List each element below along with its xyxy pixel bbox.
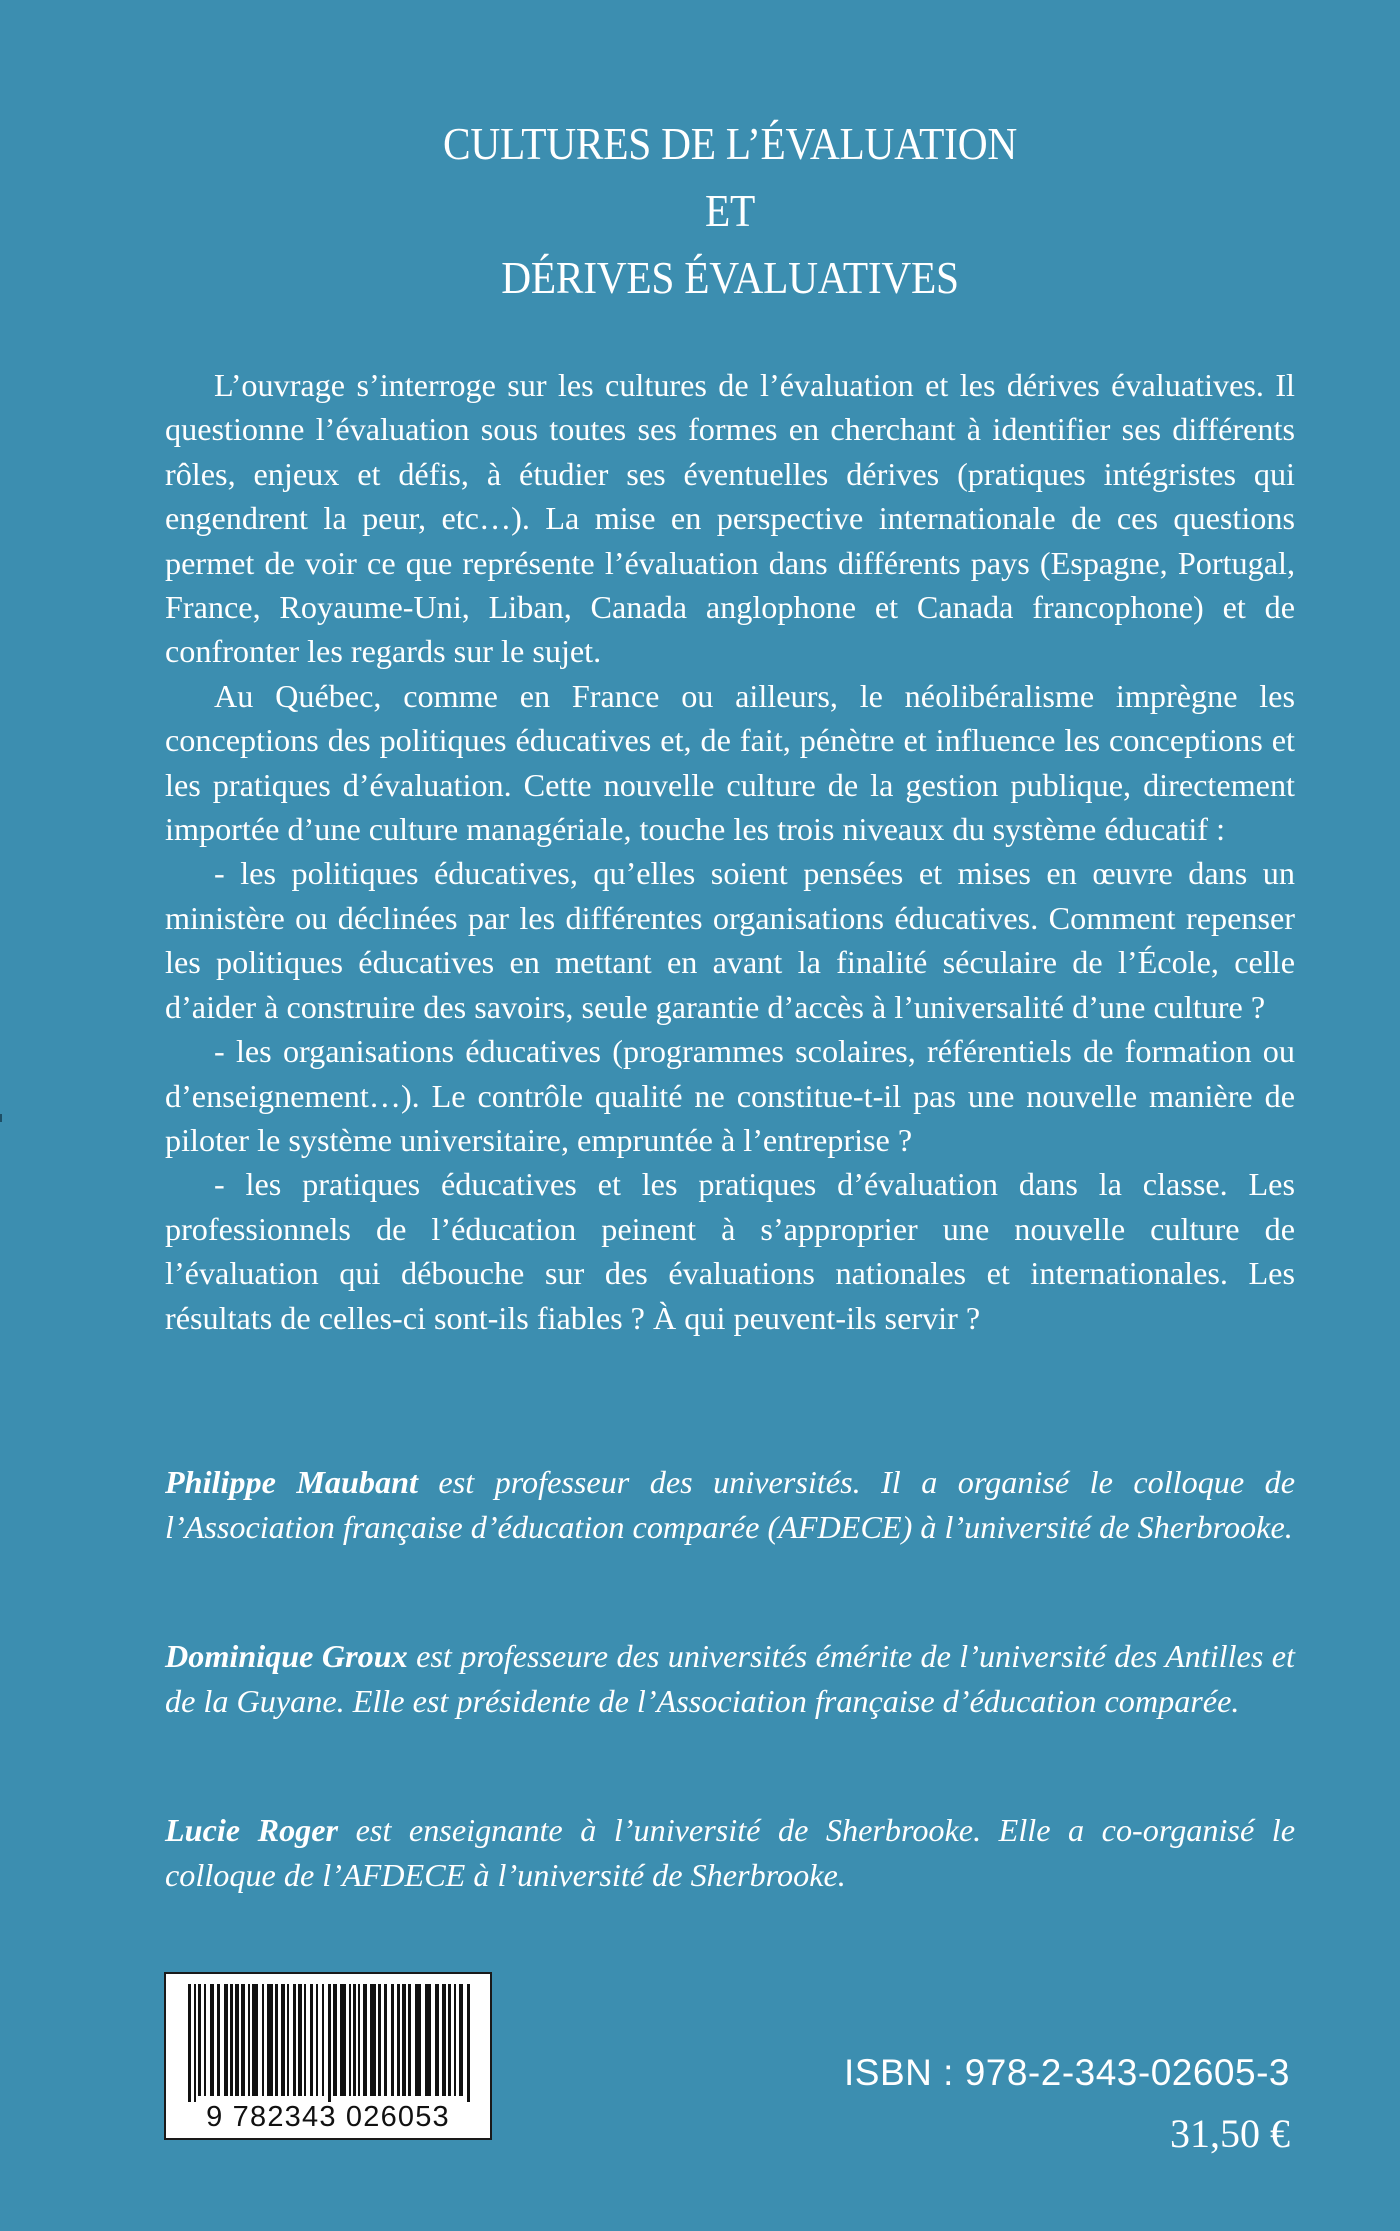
barcode-bar [442, 1984, 446, 2096]
barcode [164, 1972, 492, 2140]
author-name: Philippe Maubant [165, 1464, 418, 1500]
edge-mark [0, 1114, 2, 1122]
blurb-paragraph-5: - les pratiques éducatives et les pratiques d’évaluation dans la classe. Les professionnels de l’éducation peinent à s’approprier une nouvelle culture de l’évaluation qui débouche sur des évaluations nationales et internationales. Les résultats de celles-ci sont-ils fiables ? À qui peuvent-ils servir ? [165, 1166, 1295, 1336]
isbn: ISBN : 978-2-343-02605-3 [844, 2052, 1290, 2093]
barcode-bar [275, 1984, 278, 2096]
barcode-bar [204, 1984, 206, 2096]
barcode-bar [459, 1984, 463, 2096]
barcode-bar [224, 1984, 228, 2096]
barcode-bar [467, 1984, 470, 2102]
barcode-bar [333, 1984, 337, 2096]
barcode-bar [408, 1984, 411, 2096]
price: 31,50 € [1170, 2111, 1290, 2156]
author-bio-roger [165, 1808, 1295, 1897]
barcode-bar [391, 1984, 394, 2096]
barcode-bar [322, 1984, 324, 2096]
barcode-bar [435, 1984, 439, 2096]
barcode-bar [304, 1984, 306, 2096]
blurb-paragraph-2: Au Québec, comme en France ou ailleurs, le néolibéralisme imprègne les conceptions des politiques éducatives et, de fait, pénètre et influence les conceptions et les pratiques d’évaluation. Cette nouvelle culture de la gestion publique, directement importée d’une culture managériale, touche les trois niveaux du système éducatif : [165, 677, 1295, 848]
barcode-bar [402, 1984, 406, 2096]
blurb-paragraph-1: L’ouvrage s’interroge sur les cultures de l’évaluation et les dérives évaluatives. Il questionne l’évaluation sous toutes ses formes en cherchant à identifier ses différents rôles, enjeux et défis, à étudier ses éventuelles dérives (pratiques intégristes qui engendrent la peur, etc…). La mise en perspective internationale de ces questions permet de voir ce que représente l’évaluation dans différents pays (Espagne, Portugal, France, Royaume-Uni, Liban, Canada anglophone et Canada francophone) et de confronter les regards sur le sujet. [165, 367, 1295, 670]
barcode-bar [353, 1984, 356, 2096]
blurb-paragraph-3: - les politiques éducatives, qu’elles soient pensées et mises en œuvre dans un ministère ou déclinées par les différentes organisations éducatives. Comment repenser les politiques éducatives en mettant en avant la finalité séculaire de l’École, celle d’aider à construire des savoirs, seule garantie d’accès à l’universalité d’une culture ? [165, 855, 1295, 1025]
title-line-3: DÉRIVES ÉVALUATIVES [501, 252, 959, 303]
barcode-bar [241, 1984, 245, 2096]
barcode-bar [448, 1984, 451, 2096]
barcode-bar [287, 1984, 289, 2096]
book-title [73, 110, 1387, 311]
barcode-bar [363, 1984, 367, 2096]
barcode-bar [378, 1984, 381, 2096]
barcode-bar [384, 1984, 387, 2096]
barcode-bar [397, 1984, 400, 2096]
author-bio-text: est professeure des universités émérite de l’université des Antilles et de la Guyane. Elle est présidente de l’Association française d’éducation comparée. [165, 1638, 1295, 1719]
barcode-bar [415, 1984, 421, 2096]
author-name: Dominique Groux [165, 1638, 408, 1674]
barcode-bar [281, 1984, 285, 2096]
author-bio-text: est professeur des universités. Il a organisé le colloque de l’Association française d’éducation comparée (AFDECE) à l’université de Sherbrooke. [165, 1464, 1295, 1545]
barcode-bar [425, 1984, 431, 2096]
blurb-paragraph-4: - les organisations éducatives (programmes scolaires, référentiels de formation ou d’enseignement…). Le contrôle qualité ne constitue-t-il pas une nouvelle manière de piloter le système universitaire, empruntée à l’entreprise ? [165, 1033, 1295, 1158]
barcode-bar [235, 1984, 239, 2096]
barcode-bar [194, 1984, 196, 2102]
barcode-bar [188, 1984, 191, 2102]
barcode-bars [184, 1984, 474, 2102]
barcode-bar [454, 1984, 456, 2096]
barcode-bar [252, 1984, 258, 2096]
barcode-bar [316, 1984, 318, 2096]
barcode-bar [198, 1984, 201, 2096]
title-line-1: CULTURES DE L’ÉVALUATION [443, 118, 1017, 169]
barcode-bar [262, 1984, 264, 2096]
barcode-bar [217, 1984, 220, 2096]
title-line-2: ET [704, 185, 756, 236]
author-bio-text: est enseignante à l’université de Sherbrooke. Elle a co-organisé le colloque de l’AFDECE à l’université de Sherbrooke. [165, 1812, 1295, 1893]
barcode-bar [267, 1984, 273, 2096]
barcode-bar [340, 1984, 346, 2096]
author-bio-groux [165, 1634, 1295, 1723]
barcode-bar [328, 1984, 331, 2102]
barcode-bar [230, 1984, 233, 2096]
barcode-bar [298, 1984, 302, 2096]
barcode-bar [293, 1984, 296, 2096]
author-name: Lucie Roger [165, 1812, 339, 1848]
barcode-bar [248, 1984, 250, 2096]
barcode-digits: 9 782343 026053 [206, 2101, 450, 2133]
barcode-bar [349, 1984, 351, 2096]
barcode-bar [210, 1984, 214, 2096]
blurb [165, 363, 1295, 1340]
barcode-bar [358, 1984, 360, 2096]
barcode-bar [370, 1984, 376, 2096]
author-bio-maubant [165, 1460, 1295, 1549]
barcode-bar [310, 1984, 313, 2096]
